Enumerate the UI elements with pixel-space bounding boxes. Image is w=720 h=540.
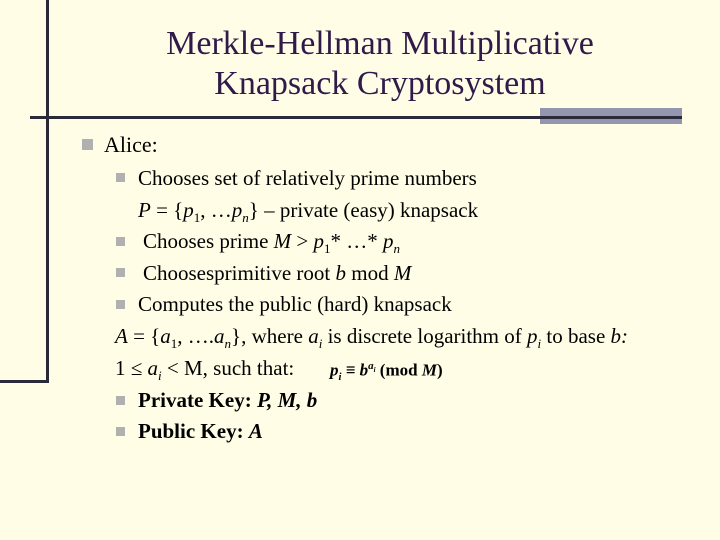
public-key-text: Public Key: A (138, 419, 263, 443)
range-text: $1 \le a_i < M$, such that: (115, 356, 295, 384)
compute-text: Computes the public (hard) knapsack (138, 292, 452, 316)
left-vertical-bar (0, 0, 49, 382)
left-bar-cap (0, 380, 49, 383)
a-definition: $A = \{a_1$, $\dots.a_n$}, where $a_i$ is discrete logarithm of $p_i$ to base b: (115, 324, 629, 352)
bullet-square-icon (116, 300, 125, 309)
p-definition: $P = \{p_1$, $\dots p_n$} – private (easy) knapsack (138, 198, 479, 226)
congruence-formula: $p_i \equiv b^{a_i}$ (mod M) (330, 360, 443, 384)
bullet-square-icon (116, 237, 125, 246)
title-line-1: Merkle-Hellman Multiplicative (166, 25, 594, 62)
private-key-text: Private Key: P, M, b (138, 388, 318, 412)
bullet-square-icon (82, 139, 93, 150)
bullet-square-icon (116, 427, 125, 436)
choose-set-text: Chooses set of relatively prime numbers (138, 166, 477, 190)
title-line-2: Knapsack Cryptosystem (214, 65, 546, 102)
alice-label: Alice: (104, 132, 158, 157)
choose-prime-text: Chooses prime $M > p_1*$ …* $p_n$ (143, 229, 401, 257)
bullet-square-icon (116, 396, 125, 405)
bullet-square-icon (116, 268, 125, 277)
title-rule (30, 116, 682, 119)
choose-root-text: Choosesprimitive root b mod M (143, 261, 412, 285)
bullet-square-icon (116, 173, 125, 182)
slide-title (90, 24, 670, 104)
